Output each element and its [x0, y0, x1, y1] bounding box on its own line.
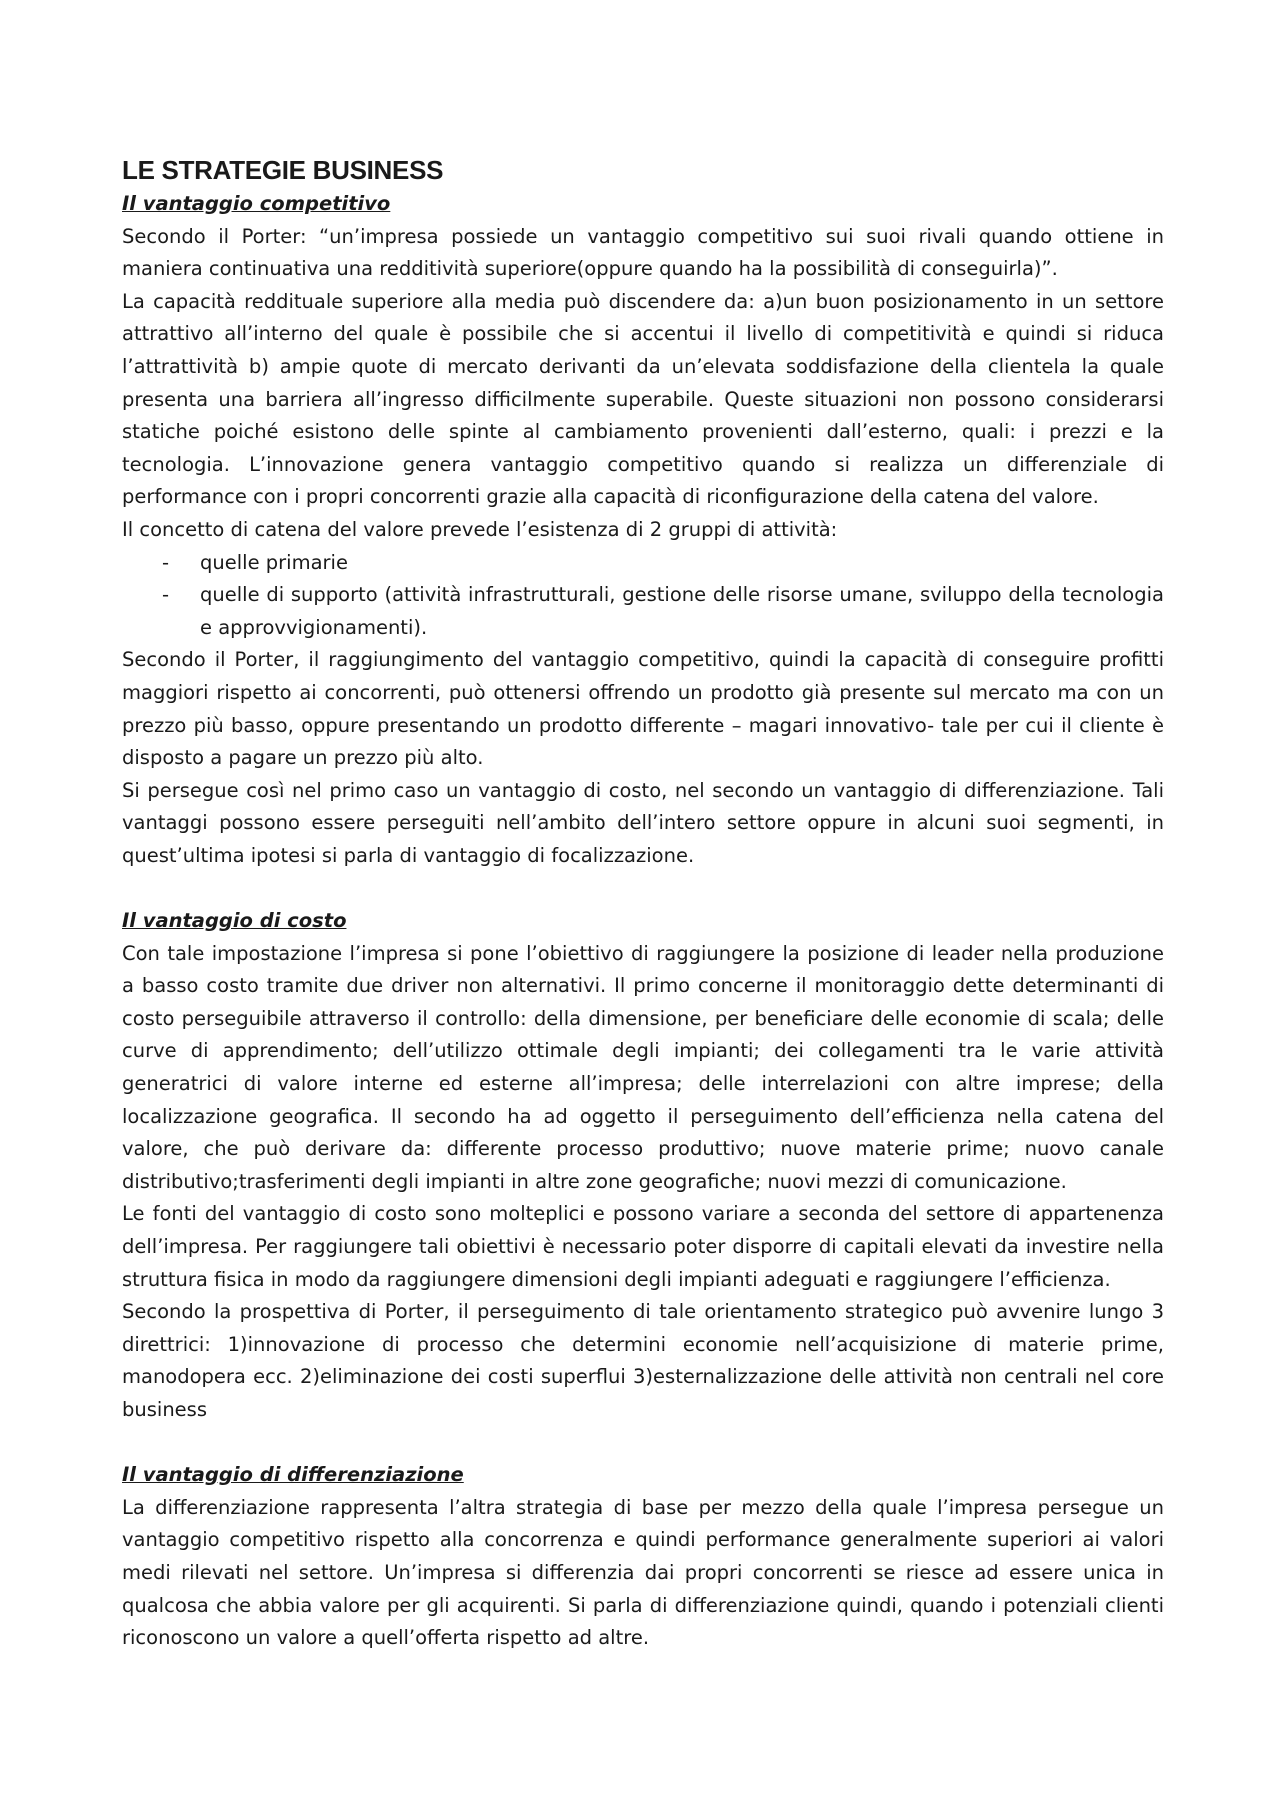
- list-item-text: quelle primarie: [200, 550, 348, 574]
- paragraph: Si persegue così nel primo caso un vantaggio di costo, nel secondo un vantaggio di differenziazione. Tali vantaggi possono essere perseguiti nell’ambito dell’intero settore oppure in alcuni suoi segmenti, in quest’ultima ipotesi si parla di vantaggio di focalizzazione.: [122, 778, 1164, 867]
- paragraph: La capacità reddituale superiore alla media può discendere da: a)un buon posizionamento in un settore attrattivo all’interno del quale è possibile che si accentui il livello di competitività e quindi si riduca l’attrattività b) ampie quote di mercato derivanti da un’elevata soddisfazione della clientela la quale presenta una barriera all’ingresso difficilmente superabile. Queste situazioni non possono considerarsi statiche poiché esistono delle spinte al cambiamento provenienti dall’esterno, quali: i prezzi e la tecnologia. L’innovazione genera vantaggio competitivo quando si realizza un differenziale di performance con i propri concorrenti grazie alla capacità di riconfigurazione della catena del valore.: [122, 289, 1164, 509]
- section-vantaggio-di-differenziazione: [122, 1459, 1164, 1655]
- section-heading: Il vantaggio competitivo: [122, 192, 391, 215]
- section-vantaggio-competitivo: [122, 188, 1164, 872]
- paragraph: Il concetto di catena del valore prevede l’esistenza di 2 gruppi di attività:: [122, 517, 838, 541]
- section-vantaggio-di-costo: [122, 905, 1164, 1427]
- paragraph: Secondo il Porter, il raggiungimento del vantaggio competitivo, quindi la capacità di conseguire profitti maggiori rispetto ai concorrenti, può ottenersi offrendo un prodotto già presente sul mercato ma con un prezzo più basso, oppure presentando un prodotto differente – magari innovativo- tale per cui il cliente è disposto a pagare un prezzo più alto.: [122, 648, 1164, 770]
- list-dash: -: [162, 583, 170, 607]
- paragraph: Le fonti del vantaggio di costo sono molteplici e possono variare a seconda del settore di appartenenza dell’impresa. Per raggiungere tali obiettivi è necessario poter disporre di capitali elevati da investire nella struttura fisica in modo da raggiungere dimensioni degli impianti adeguati e raggiungere l’efficienza.: [122, 1202, 1164, 1291]
- section-spacer: [122, 872, 1164, 905]
- list-item: [122, 579, 1164, 644]
- section-spacer: [122, 1427, 1164, 1460]
- paragraph: Secondo il Porter: “un’impresa possiede un vantaggio competitivo sui suoi rivali quando ottiene in maniera continuativa una redditività superiore(oppure quando ha la possibilità di conseguirla)”.: [122, 224, 1164, 281]
- document-page: [122, 152, 1164, 1655]
- paragraph: Con tale impostazione l’impresa si pone l’obiettivo di raggiungere la posizione di leader nella produzione a basso costo tramite due driver non alternativi. Il primo concerne il monitoraggio dette determinanti di costo perseguibile attraverso il controllo: della dimensione, per beneficiare delle economie di scala; delle curve di apprendimento; dell’utilizzo ottimale degli impianti; dei collegamenti tra le varie attività generatrici di valore interne ed esterne all’impresa; delle interrelazioni con altre imprese; della localizzazione geografica. Il secondo ha ad oggetto il perseguimento dell’efficienza nella catena del valore, che può derivare da: differente processo produttivo; nuove materie prime; nuovo canale distributivo;trasferimenti degli impianti in altre zone geografiche; nuovi mezzi di comunicazione.: [122, 941, 1164, 1193]
- section-heading: Il vantaggio di differenziazione: [122, 1463, 464, 1487]
- document-title: LE STRATEGIE BUSINESS: [122, 155, 444, 185]
- paragraph: La differenziazione rappresenta l’altra strategia di base per mezzo della quale l’impresa persegue un vantaggio competitivo rispetto alla concorrenza e quindi performance generalmente superiori ai valori medi rilevati nel settore. Un’impresa si differenzia dai propri concorrenti se riesce ad essere unica in qualcosa che abbia valore per gli acquirenti. Si parla di differenziazione quindi, quando i potenziali clienti riconoscono un valore a quell’offerta rispetto ad altre.: [122, 1495, 1164, 1650]
- list-dash: -: [162, 550, 170, 574]
- section-heading: Il vantaggio di costo: [122, 909, 347, 933]
- list-item-text: quelle di supporto (attività infrastrutturali, gestione delle risorse umane, sviluppo della tecnologia e approvvigionamenti).: [200, 583, 1164, 639]
- value-chain-list: [122, 547, 1164, 645]
- paragraph: Secondo la prospettiva di Porter, il perseguimento di tale orientamento strategico può avvenire lungo 3 direttrici: 1)innovazione di processo che determini economie nell’acquisizione di materie prime, manodopera ecc. 2)eliminazione dei costi superflui 3)esternalizzazione delle attività non centrali nel core business: [122, 1300, 1164, 1421]
- list-item: [122, 547, 1164, 580]
